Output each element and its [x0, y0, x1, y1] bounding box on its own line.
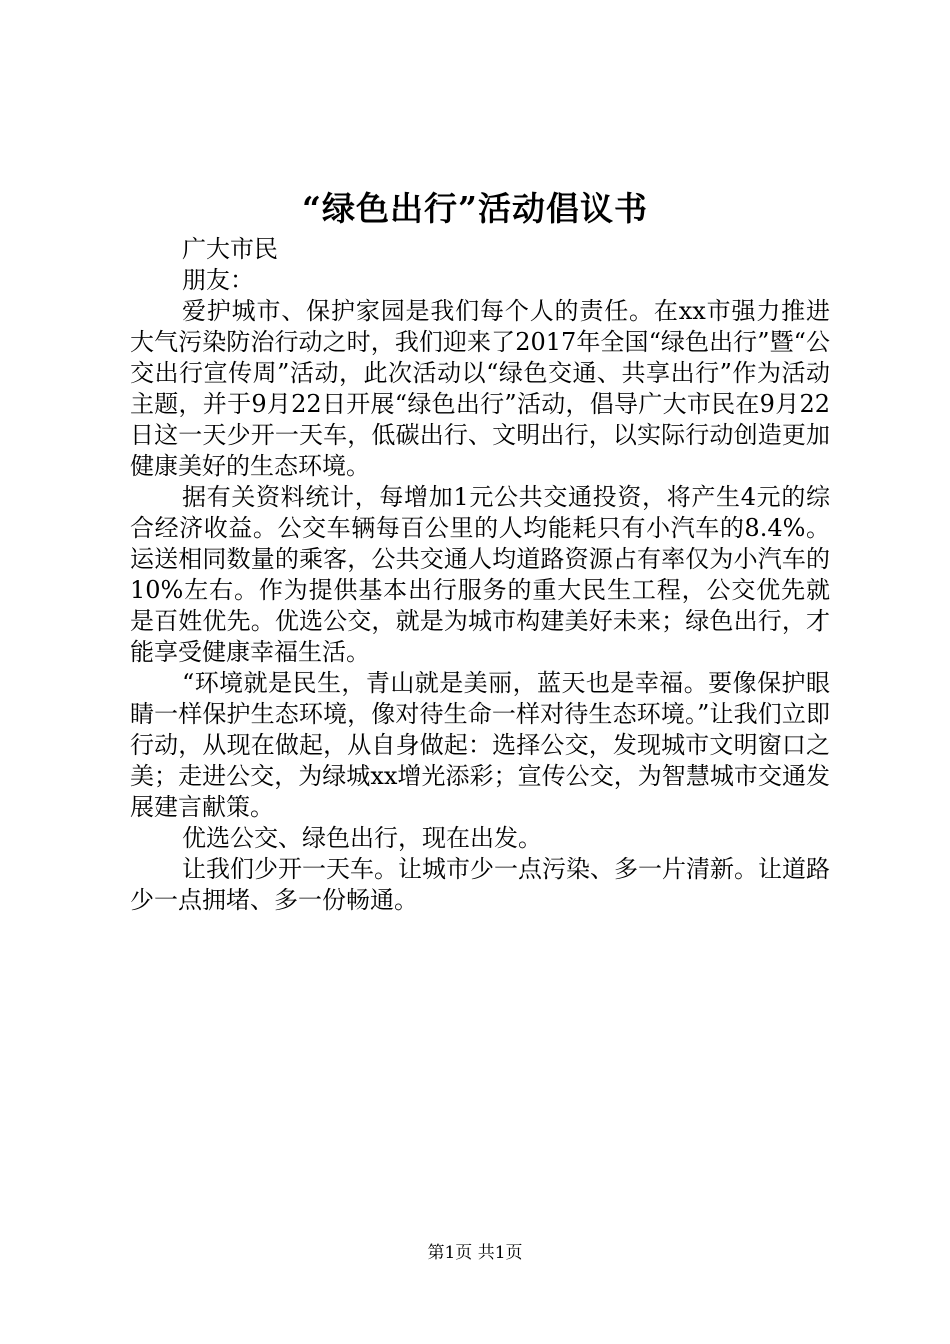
paragraph-statistics: 据有关资料统计，每增加1元公共交通投资，将产生4元的综合经济收益。公交车辆每百公里的人均能耗只有小汽车的8.4%。运送相同数量的乘客，公共交通人均道路资源占有率仅为小汽车的10%左右。作为提供基本出行服务的重大民生工程，公交优先就是百姓优先。优选公交，就是为城市构建美好未来；绿色出行，才能享受健康幸福生活。 — [130, 483, 830, 666]
salutation-line-1: 广大市民 — [182, 235, 278, 263]
document-title: “绿色出行”活动倡议书 — [302, 189, 648, 228]
page-footer: 第1页 共1页 — [427, 1243, 523, 1263]
salutation-line-2: 朋友： — [182, 266, 254, 294]
paragraph-call-to-action: “环境就是民生，青山就是美丽，蓝天也是幸福。要像保护眼睛一样保护生态环境，像对待生命一样对待生态环境。”让我们立即行动，从现在做起，从自身做起：选择公交，发现城市文明窗口之美；走进公交，为绿城xx增光添彩；宣传公交，为智慧城市交通发展建言献策。 — [130, 669, 830, 821]
paragraph-closing: 让我们少开一天车。让城市少一点污染、多一片清新。让道路少一点拥堵、多一份畅通。 — [130, 855, 830, 914]
document-body — [130, 234, 830, 916]
paragraph-slogan: 优选公交、绿色出行，现在出发。 — [182, 824, 542, 852]
paragraph-intro: 爱护城市、保护家园是我们每个人的责任。在xx市强力推进大气污染防治行动之时，我们迎来了2017年全国“绿色出行”暨“公交出行宣传周”活动，此次活动以“绿色交通、共享出行”作为活动主题，并于9月22日开展“绿色出行”活动，倡导广大市民在9月22日这一天少开一天车，低碳出行、文明出行，以实际行动创造更加健康美好的生态环境。 — [130, 297, 830, 480]
